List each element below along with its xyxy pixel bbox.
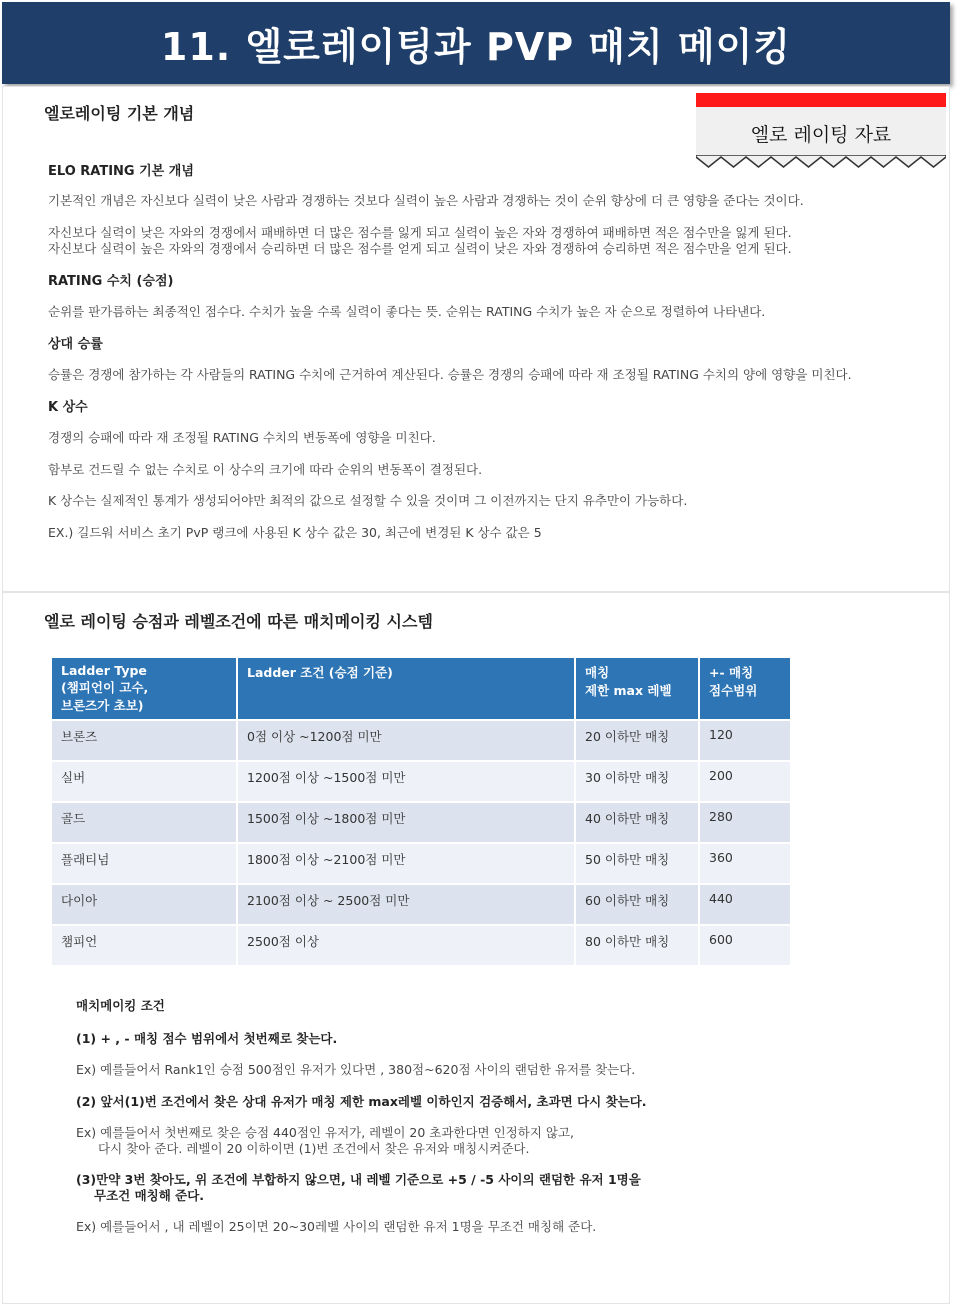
page-title: 11. 엘로레이팅과 PVP 매치 메이킹 — [160, 24, 792, 69]
mm-condition-3-l2: 무조건 매칭해 준다. — [94, 1188, 205, 1203]
table-row — [52, 762, 790, 801]
cell-range: 360 — [700, 844, 790, 883]
col-header-max-level-l1: 매칭 — [585, 665, 610, 680]
section2-title: 엘로 레이팅 승점과 레벨조건에 따른 매치메이킹 시스템 — [44, 612, 433, 631]
table-row — [52, 721, 790, 760]
cell-condition: 2500점 이상 — [238, 926, 574, 965]
para-k2: 함부로 건드릴 수 없는 수치로 이 상수의 크기에 따라 순위의 변동폭이 결정된다. — [48, 462, 483, 477]
heading-winrate: 상대 승률 — [48, 337, 103, 352]
col-header-type — [52, 658, 236, 719]
cell-range: 280 — [700, 803, 790, 842]
para-win: 자신보다 실력이 높은 자와의 경쟁에서 승리하면 더 많은 점수를 얻게 되고 실력이 낮은 자와 경쟁하여 승리하면 적은 점수만을 얻게 된다. — [48, 241, 792, 256]
badge-zigzag-edge — [696, 155, 946, 169]
cell-condition: 0점 이상 ~1200점 미만 — [238, 721, 574, 760]
col-header-type-l2: (챔피언이 고수, — [61, 680, 149, 695]
cell-type: 골드 — [52, 803, 236, 842]
section1-title: 엘로레이팅 기본 개념 — [44, 104, 195, 123]
cell-max-level: 40 이하만 매칭 — [576, 803, 698, 842]
cell-max-level: 20 이하만 매칭 — [576, 721, 698, 760]
table-row — [52, 844, 790, 883]
elo-rating-badge — [696, 93, 946, 175]
cell-condition: 1200점 이상 ~1500점 미만 — [238, 762, 574, 801]
cell-max-level: 50 이하만 매칭 — [576, 844, 698, 883]
cell-type: 챔피언 — [52, 926, 236, 965]
col-header-type-l1: Ladder Type — [61, 663, 147, 678]
para-rating: 순위를 판가름하는 최종적인 점수다. 수치가 높을 수록 실력이 좋다는 뜻. 순위는 RATING 수치가 높은 자 순으로 정렬하여 나타낸다. — [48, 304, 766, 319]
mm-condition-3-l1: (3)만약 3번 찾아도, 위 조건에 부합하지 않으면, 내 레벨 기준으로 +5 / -5 사이의 랜덤한 유저 1명을 — [76, 1172, 641, 1187]
cell-type: 플래티넘 — [52, 844, 236, 883]
para-elo: 기본적인 개념은 자신보다 실력이 낮은 사람과 경쟁하는 것보다 실력이 높은 사람과 경쟁하는 것이 순위 향상에 더 큰 영향을 준다는 것이다. — [48, 193, 804, 208]
badge-label: 엘로 레이팅 자료 — [696, 107, 946, 159]
col-header-max-level — [576, 658, 698, 719]
col-header-range-l2: 점수범위 — [709, 683, 758, 698]
mm-condition-1: (1) + , - 매칭 점수 범위에서 첫번째로 찾는다. — [76, 1031, 338, 1046]
mm-example-2-l2: 다시 찾아 준다. 레벨이 20 이하이면 (1)번 조건에서 찾은 유저와 매칭시켜준다. — [98, 1141, 530, 1156]
page-header — [2, 2, 950, 84]
cell-condition: 1500점 이상 ~1800점 미만 — [238, 803, 574, 842]
col-header-condition-text: Ladder 조건 (승점 기준) — [247, 665, 393, 680]
mm-condition-2: (2) 앞서(1)번 조건에서 찾은 상대 유저가 매칭 제한 max레벨 이하인지 검증해서, 초과면 다시 찾는다. — [76, 1094, 647, 1109]
para-k1: 경쟁의 승패에 따라 재 조정될 RATING 수치의 변동폭에 영향을 미친다. — [48, 430, 436, 445]
cell-range: 440 — [700, 885, 790, 924]
mm-example-3: Ex) 예를들어서 , 내 레벨이 25이면 20~30레벨 사이의 랜덤한 유저 1명을 무조건 매칭해 준다. — [76, 1219, 597, 1234]
badge-top-bar — [696, 93, 946, 107]
table-row — [52, 803, 790, 842]
mm-example-2-l1: Ex) 예를들어서 첫번째로 찾은 승점 440점인 유저가, 레벨이 20 초과한다면 인정하지 않고, — [76, 1125, 574, 1140]
para-winrate: 승률은 경쟁에 참가하는 각 사람들의 RATING 수치에 근거하여 계산된다. 승률은 경쟁의 승패에 따라 재 조정될 RATING 수치의 양에 영향을 미친다. — [48, 367, 852, 382]
col-header-condition — [238, 658, 574, 719]
table-row — [52, 926, 790, 965]
cell-max-level: 80 이하만 매칭 — [576, 926, 698, 965]
cell-type: 브론즈 — [52, 721, 236, 760]
cell-range: 200 — [700, 762, 790, 801]
heading-k: K 상수 — [48, 400, 88, 415]
table-row — [52, 885, 790, 924]
cell-max-level: 30 이하만 매칭 — [576, 762, 698, 801]
cell-condition: 1800점 이상 ~2100점 미만 — [238, 844, 574, 883]
table-header-row — [52, 658, 790, 719]
col-header-max-level-l2: 제한 max 레벨 — [585, 683, 672, 698]
heading-rating: RATING 수치 (승점) — [48, 274, 174, 289]
mm-example-1: Ex) 예를들어서 Rank1인 승점 500점인 유저가 있다면 , 380점~620점 사이의 랜덤한 유저를 찾는다. — [76, 1062, 636, 1077]
cell-range: 120 — [700, 721, 790, 760]
heading-elo: ELO RATING 기본 개념 — [48, 164, 194, 179]
col-header-range — [700, 658, 790, 719]
ladder-table — [50, 656, 792, 967]
cell-type: 실버 — [52, 762, 236, 801]
cell-range: 600 — [700, 926, 790, 965]
cell-max-level: 60 이하만 매칭 — [576, 885, 698, 924]
cell-type: 다이아 — [52, 885, 236, 924]
para-lose: 자신보다 실력이 낮은 자와의 경쟁에서 패배하면 더 많은 점수를 잃게 되고 실력이 높은 자와 경쟁하여 패배하면 적은 점수만을 잃게 된다. — [48, 225, 792, 240]
mm-title: 매치메이킹 조건 — [76, 998, 165, 1013]
col-header-type-l3: 브론즈가 초보) — [61, 698, 144, 713]
col-header-range-l1: +- 매칭 — [709, 665, 754, 680]
para-k4: EX.) 길드워 서비스 초기 PvP 랭크에 사용된 K 상수 값은 30, 최근에 변경된 K 상수 값은 5 — [48, 525, 542, 540]
para-k3: K 상수는 실제적인 통계가 생성되어야만 최적의 값으로 설정할 수 있을 것이며 그 이전까지는 단지 유추만이 가능하다. — [48, 493, 688, 508]
cell-condition: 2100점 이상 ~ 2500점 미만 — [238, 885, 574, 924]
